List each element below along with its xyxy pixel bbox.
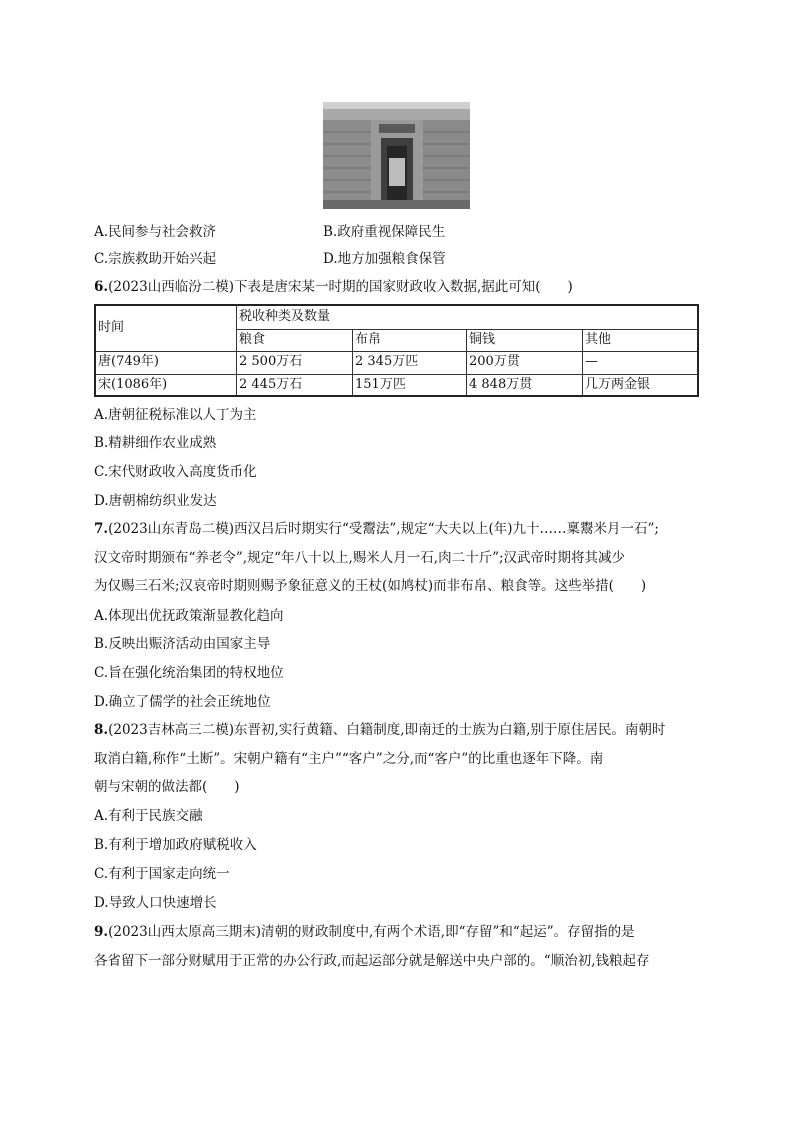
q5-option-a: A.民间参与社会救济 xyxy=(94,224,217,240)
q8-option-c: C.有利于国家走向统一 xyxy=(94,866,230,882)
q6-option-a: A.唐朝征税标准以人丁为主 xyxy=(94,407,257,423)
header-time: 时间 xyxy=(98,320,125,335)
header-coins: 铜钱 xyxy=(469,332,496,347)
q7-option-b: B.反映出赈济活动由国家主导 xyxy=(94,636,271,652)
question-6-stem xyxy=(94,277,573,297)
header-cloth: 布帛 xyxy=(355,332,382,347)
question-7-text-1: (2023山东青岛二模)西汉吕后时期实行“受鬻法”,规定“大夫以上(年)九十……稟鬻米月一石”; xyxy=(108,521,659,537)
q5-option-d: D.地方加强粮食保管 xyxy=(323,251,446,267)
question-9-line-2: 各省留下一部分财赋用于正常的办公行政,而起运部分就是解送中央户部的。“顺治初,钱粮起存 xyxy=(94,953,650,969)
row-song-coins: 4 848万贯 xyxy=(469,377,533,392)
question-8-number: 8. xyxy=(94,722,109,738)
row-tang-coins: 200万贯 xyxy=(469,354,520,369)
q6-option-c: C.宋代财政收入高度货币化 xyxy=(94,464,257,480)
row-song-cloth: 151万匹 xyxy=(355,377,406,392)
row-song-other: 几万两金银 xyxy=(585,377,651,392)
question-8-line-1 xyxy=(94,720,665,740)
q6-option-d: D.唐朝棉纺织业发达 xyxy=(94,493,217,509)
q8-option-b: B.有利于增加政府赋税收入 xyxy=(94,837,257,853)
revenue-table xyxy=(94,304,699,397)
q7-option-c: C.旨在强化统治集团的特权地位 xyxy=(94,665,284,681)
row-song-time: 宋(1086年) xyxy=(98,377,168,392)
question-8-text-1: (2023吉林高三二模)东晋初,实行黄籍、白籍制度,即南迁的士族为白籍,别于原住居民。南朝时 xyxy=(108,722,666,738)
q8-option-a: A.有利于民族交融 xyxy=(94,808,203,824)
header-grain: 粮食 xyxy=(239,332,266,347)
gatehouse-photo-drawing xyxy=(323,102,470,209)
question-8-line-2: 取消白籍,称作“土断”。宋朝户籍有“主户”“客户”之分,而“客户”的比重也逐年下降。南 xyxy=(94,751,604,767)
q5-option-b: B.政府重视保障民生 xyxy=(323,224,446,240)
row-tang-time: 唐(749年) xyxy=(98,354,159,369)
q5-option-c: C.宗族救助开始兴起 xyxy=(94,251,217,267)
row-tang-other: — xyxy=(585,354,598,369)
question-6-text: (2023山西临汾二模)下表是唐宋某一时期的国家财政收入数据,据此可知( ) xyxy=(108,279,573,295)
question-7-line-1 xyxy=(94,519,659,539)
question-8-line-3: 朝与宋朝的做法都( ) xyxy=(94,779,240,795)
header-tax-group: 税收种类及数量 xyxy=(239,309,331,324)
q7-option-d: D.确立了儒学的社会正统地位 xyxy=(94,694,271,710)
question-6-number: 6. xyxy=(94,279,109,295)
row-tang-cloth: 2 345万匹 xyxy=(355,354,419,369)
header-other: 其他 xyxy=(585,332,612,347)
question-7-number: 7. xyxy=(94,521,109,537)
question-9-text-1: (2023山西太原高三期末)清朝的财政制度中,有两个术语,即“存留”和“起运”。存留指的是 xyxy=(108,924,635,940)
q8-option-d: D.导致人口快速增长 xyxy=(94,895,217,911)
question-7-line-3: 为仅赐三石米;汉哀帝时期则赐予象征意义的王杖(如鸠杖)而非布帛、粮食等。这些举措( ) xyxy=(94,578,647,594)
q7-option-a: A.体现出优抚政策渐显教化趋向 xyxy=(94,608,284,624)
q6-option-b: B.精耕细作农业成熟 xyxy=(94,435,217,451)
gatehouse-photo xyxy=(323,102,470,209)
question-9-number: 9. xyxy=(94,924,109,940)
question-7-line-2: 汉文帝时期颁布“养老令”,规定“年八十以上,赐米人月一石,肉二十斤”;汉武帝时期将其减少 xyxy=(94,550,626,566)
question-9-line-1 xyxy=(94,922,635,942)
row-song-grain: 2 445万石 xyxy=(239,377,303,392)
row-tang-grain: 2 500万石 xyxy=(239,354,303,369)
